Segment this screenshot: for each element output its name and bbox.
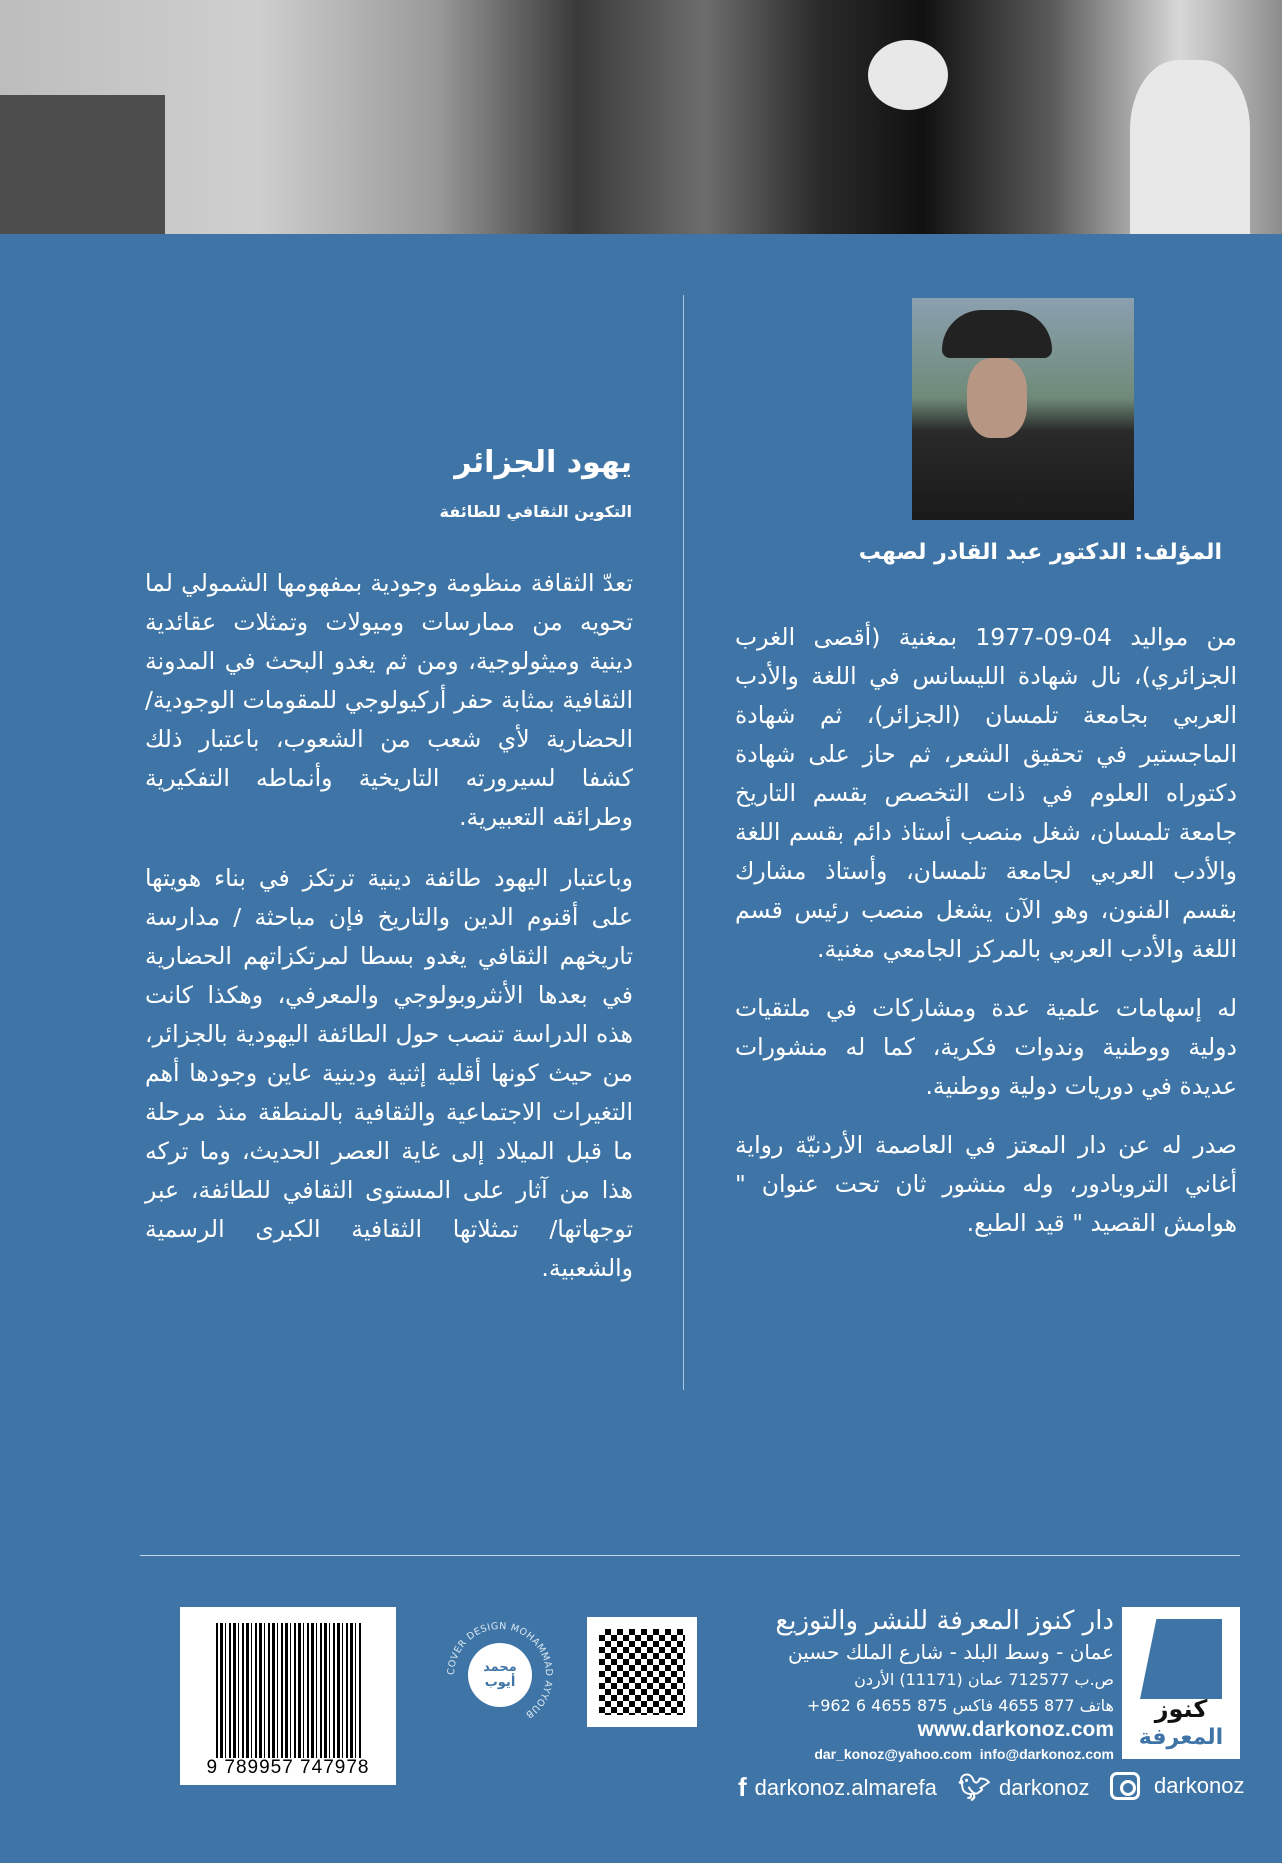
author-photo — [912, 298, 1134, 520]
logo-mark — [1140, 1619, 1222, 1699]
book-title: يهود الجزائر — [454, 445, 632, 480]
logo-text-1: كنوز — [1154, 1695, 1208, 1723]
photo-wall — [0, 95, 165, 234]
designer-name: محمد أيوب — [468, 1643, 532, 1707]
twitter-icon: 🐦︎ — [958, 1772, 992, 1802]
instagram-handle: darkonoz — [1154, 1773, 1245, 1798]
facebook-handle: darkonoz.almarefa — [754, 1774, 937, 1800]
book-subtitle: التكوين الثقافي للطائفة — [439, 502, 632, 521]
qr-code[interactable] — [587, 1617, 697, 1727]
author-bio — [735, 618, 1237, 1243]
description-paragraph: وباعتبار اليهود طائفة دينية ترتكز في بناء هويتها على أقنوم الدين والتاريخ فإن مباحثة / مدارسة تاريخهم الثقافي يغدو بسطا لمرتكزاتهم الحضارية في بعدها الأنثروبولوجي والمعرفي، وهكذا كانت هذه الدراسة تنصب حول الطائفة اليهودية بالجزائر، من حيث كونها أقلية إثنية ودينية عاين وجودها أهم التغيرات الاجتماعية والثقافية بالمنطقة منذ مرحلة ما قبل الميلاد إلى غاية العصر الحديث، وما تركه هذا من آثار على المستوى الثقافي للطائفة، عبر توجهاتها/ تمثلاتها الثقافية الكبرى الرسمية والشعبية. — [145, 864, 633, 1282]
publisher-phone: هاتف 877 4655 فاكس 875 4655 6 962+ — [806, 1696, 1114, 1715]
description-paragraph: تعدّ الثقافة منظومة وجودية بمفهومها الشمولي لما تحويه من ممارسات وميولات وتمثلات عقائدية دينية وميثولوجية، ومن ثم يغدو البحث في المدونة الثقافية بمثابة حفر أركيولوجي للمقومات الوجودية/ الحضارية لأي شعب من الشعوب، باعتبار ذلك كشفا لسيرورته التاريخية وأنماطه التفكيرية وطرائقه التعبيرية. — [145, 569, 633, 831]
bio-paragraph: له إسهامات علمية عدة ومشاركات في ملتقيات دولية ووطنية وندوات فكرية، كما له منشورات عديدة في دوريات دولية ووطنية. — [735, 994, 1237, 1100]
publisher-info — [775, 1605, 1114, 1719]
photo-figure-turban — [868, 40, 948, 110]
publisher-name: دار كنوز المعرفة للنشر والتوزيع — [775, 1606, 1114, 1636]
publisher-logo — [1122, 1607, 1240, 1759]
twitter-link[interactable] — [958, 1772, 1090, 1803]
author-name: المؤلف: الدكتور عبد القادر لصهب — [858, 540, 1222, 565]
publisher-address: عمان - وسط البلد - شارع الملك حسين — [787, 1640, 1114, 1664]
cover-designer-logo — [440, 1615, 560, 1735]
bio-paragraph: من مواليد 04-09-1977 بمغنية (أقصى الغرب الجزائري)، نال شهادة الليسانس في اللغة والأدب العربي بجامعة تلمسان (الجزائر)، ثم شهادة الماجستير في تحقيق الشعر، ثم حاز على شهادة دكتوراه العلوم في ذات التخصص بقسم التاريخ جامعة تلمسان، شغل منصب أستاذ دائم بقسم اللغة والأدب العربي لجامعة تلمسان، وأستاذ مشارك بقسم الفنون، وهو الآن يشغل منصب رئيس قسم اللغة والأدب العربي بالمركز الجامعي مغنية. — [735, 623, 1238, 963]
cover-photo — [0, 0, 1282, 234]
isbn-number: 9 789957 747978 — [206, 1757, 370, 1778]
barcode-bars — [216, 1623, 361, 1758]
isbn-barcode — [180, 1607, 396, 1785]
instagram-link[interactable] — [1110, 1772, 1245, 1800]
bio-paragraph: صدر له عن دار المعتز في العاصمة الأردنيّة رواية أغاني التروبادور، وله منشور ثان تحت عنوان " هوامش القصيد " قيد الطبع. — [735, 1131, 1237, 1237]
photo-figure-right — [1130, 60, 1250, 234]
facebook-link[interactable] — [738, 1772, 937, 1803]
column-divider — [683, 295, 684, 1390]
logo-text-2: المعرفة — [1138, 1725, 1224, 1750]
twitter-handle: darkonoz — [999, 1774, 1090, 1800]
publisher-pobox: ص.ب 712577 عمان (11171) الأردن — [854, 1670, 1114, 1689]
book-description — [145, 564, 633, 1288]
footer-rule — [140, 1555, 1240, 1556]
publisher-website[interactable]: www.darkonoz.com — [917, 1718, 1114, 1741]
facebook-icon: f — [738, 1772, 747, 1802]
publisher-emails[interactable]: dar_konoz@yahoo.com info@darkonoz.com — [814, 1746, 1114, 1762]
designer-ring-text: COVER DESIGN MOHAMMAD AYYOUB — [445, 1620, 555, 1721]
instagram-icon — [1110, 1772, 1140, 1800]
